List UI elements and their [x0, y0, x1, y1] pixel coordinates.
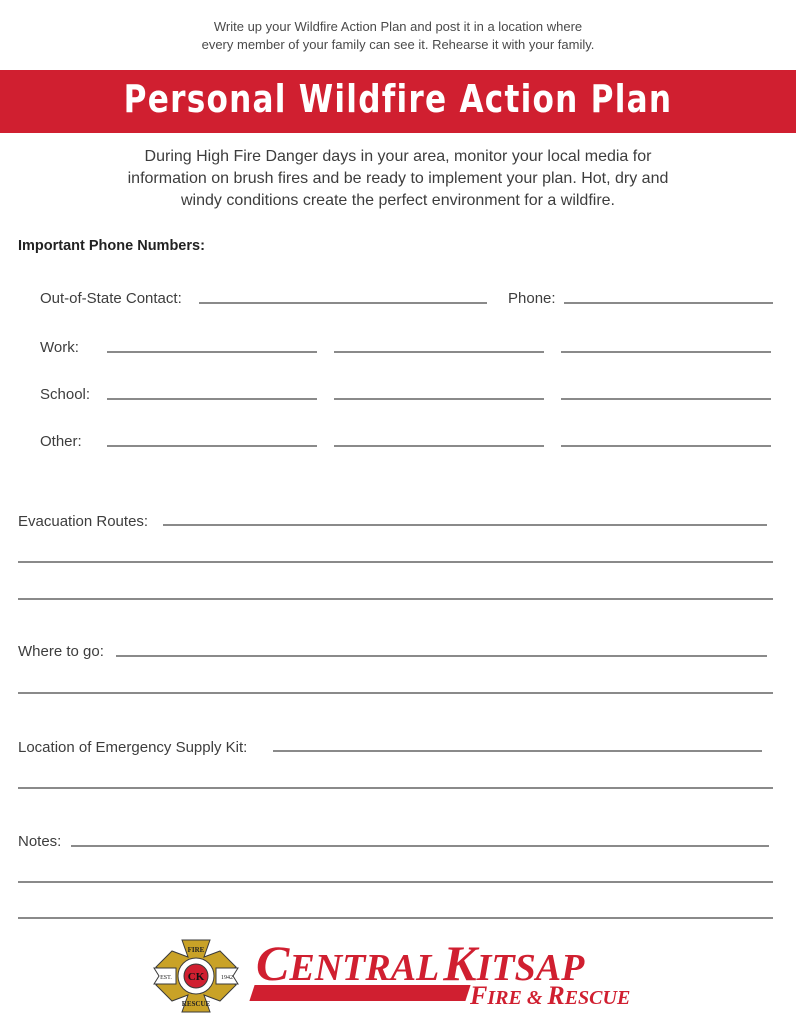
out-of-state-phone-field[interactable] [564, 302, 773, 304]
school-field-3[interactable] [561, 398, 771, 400]
work-field-1[interactable] [107, 351, 317, 353]
supply-kit-label: Location of Emergency Supply Kit: [18, 739, 248, 756]
fire-badge-icon [152, 937, 240, 1015]
phone-numbers-heading: Important Phone Numbers: [18, 238, 205, 254]
other-field-2[interactable] [334, 445, 544, 447]
org-subtitle: FIRE & RESCUE [470, 981, 631, 1010]
org-name: CENTRAL KITSAP [256, 935, 585, 991]
intro-line-2: every member of your family can see it. Rehearse it with your family. [201, 37, 595, 52]
badge-ck-text: CK [187, 971, 205, 983]
description-line-3: windy conditions create the perfect environment for a wildfire. [181, 192, 615, 209]
where-to-go-label: Where to go: [18, 643, 104, 660]
evacuation-routes-field-1[interactable] [163, 524, 767, 526]
school-field-1[interactable] [107, 398, 317, 400]
where-to-go-field-1[interactable] [116, 655, 767, 657]
evacuation-routes-field-3[interactable] [18, 598, 773, 600]
evacuation-routes-label: Evacuation Routes: [18, 513, 149, 530]
school-field-2[interactable] [334, 398, 544, 400]
other-field-1[interactable] [107, 445, 317, 447]
badge-fire-text: FIRE [187, 946, 205, 954]
intro-text [0, 18, 796, 54]
work-field-3[interactable] [561, 351, 771, 353]
badge-rescue-text: RESCUE [181, 1000, 211, 1008]
supply-kit-field-2[interactable] [18, 787, 773, 789]
notes-field-3[interactable] [18, 917, 773, 919]
evacuation-routes-field-2[interactable] [18, 561, 773, 563]
where-to-go-field-2[interactable] [18, 692, 773, 694]
notes-field-1[interactable] [71, 845, 769, 847]
phone-label: Phone: [508, 290, 556, 307]
supply-kit-field-1[interactable] [273, 750, 762, 752]
out-of-state-contact-label: Out-of-State Contact: [40, 290, 182, 307]
out-of-state-contact-field[interactable] [199, 302, 487, 304]
page-title: Personal Wildfire Action Plan [123, 77, 673, 121]
notes-label: Notes: [18, 833, 62, 850]
other-field-3[interactable] [561, 445, 771, 447]
work-field-2[interactable] [334, 351, 544, 353]
intro-line-1: Write up your Wildfire Action Plan and post it in a location where [213, 19, 583, 34]
notes-field-2[interactable] [18, 881, 773, 883]
description-text [0, 146, 796, 212]
description-line-1: During High Fire Danger days in your area, monitor your local media for [144, 148, 652, 165]
other-label: Other: [40, 433, 82, 450]
badge-est-text: EST. [160, 975, 172, 981]
school-label: School: [40, 386, 91, 403]
badge-year-text: 1942 [221, 975, 233, 981]
work-label: Work: [40, 339, 79, 356]
title-banner [0, 70, 796, 133]
description-line-2: information on brush fires and be ready to implement your plan. Hot, dry and [127, 170, 669, 187]
